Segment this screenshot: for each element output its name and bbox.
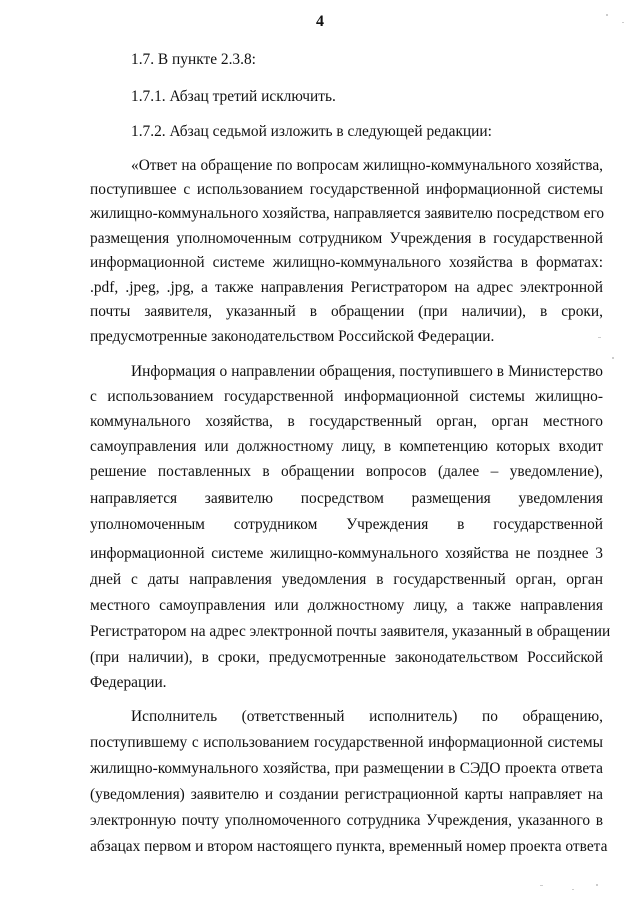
- paragraph-2-line-1: Информация о направлении обращения, поступившего в Министерство: [131, 363, 603, 380]
- paragraph-1-line-6: .pdf, .jpeg, .jpg, а также направления Регистратором на адрес электронной: [90, 279, 603, 296]
- clause-1-7-1: 1.7.1. Абзац третий исключить.: [131, 88, 336, 105]
- paragraph-3-line-1: Исполнитель (ответственный исполнитель) по обращению,: [131, 708, 603, 725]
- paragraph-2-line-10: местного самоуправления или должностному лицу, а также направления: [90, 597, 603, 614]
- paragraph-1-line-7: почты заявителя, указанный в обращении (при наличии), в сроки,: [90, 303, 603, 320]
- paragraph-1-line-3: жилищно-коммунального хозяйства, направляется заявителю посредством его: [90, 205, 605, 222]
- paragraph-2-line-11: Регистратором на адрес электронной почты заявителя, указанный в обращении: [90, 623, 611, 640]
- paragraph-2-line-8: информационной системе жилищно-коммунального хозяйства не позднее 3: [90, 545, 603, 562]
- paragraph-2-line-4: самоуправления или должностному лицу, в компетенцию которых входит: [90, 438, 603, 455]
- paragraph-1-line-5: информационной системе жилищно-коммунального хозяйства в форматах:: [90, 254, 603, 271]
- scan-speck: [598, 337, 601, 338]
- paragraph-3-line-3: жилищно-коммунального хозяйства, при размещении в СЭДО проекта ответа: [90, 760, 603, 777]
- scan-speck: [612, 357, 614, 359]
- scan-speck: [596, 884, 598, 886]
- paragraph-3-line-4: (уведомления) заявителю и создании регистрационной карты направляет на: [90, 786, 603, 803]
- paragraph-2-line-3: коммунального хозяйства, в государственный орган, орган местного: [90, 413, 603, 430]
- paragraph-3-line-2: поступившему с использованием государственной информационной системы: [90, 734, 603, 751]
- paragraph-2-line-12: (при наличии), в сроки, предусмотренные законодательством Российской: [90, 649, 603, 666]
- paragraph-2-line-13: Федерации.: [90, 674, 167, 691]
- paragraph-2-line-5: решение поставленных в обращении вопросов (далее – уведомление),: [90, 463, 603, 480]
- paragraph-2-line-9: дней с даты направления уведомления в государственный орган, орган: [90, 571, 603, 588]
- clause-1-7-2: 1.7.2. Абзац седьмой изложить в следующей редакции:: [131, 123, 492, 140]
- scan-speck: [572, 889, 574, 890]
- paragraph-3-line-6: абзацах первом и втором настоящего пункта, временный номер проекта ответа: [90, 838, 608, 855]
- paragraph-2-line-2: с использованием государственной информационной системы жилищно-: [90, 388, 603, 405]
- paragraph-1-line-4: размещения уполномоченным сотрудником Учреждения в государственной: [90, 230, 603, 247]
- scan-speck: [540, 885, 543, 886]
- clause-1-7: 1.7. В пункте 2.3.8:: [131, 51, 256, 68]
- paragraph-1-line-2: поступившее с использованием государственной информационной системы: [90, 181, 603, 198]
- paragraph-2-line-6: направляется заявителю посредством размещения уведомления: [90, 490, 603, 507]
- paragraph-3-line-5: электронную почту уполномоченного сотрудника Учреждения, указанного в: [90, 812, 603, 829]
- scan-speck: [606, 14, 608, 16]
- scan-speck: [622, 22, 624, 23]
- paragraph-2-line-7: уполномоченным сотрудником Учреждения в государственной: [90, 516, 603, 533]
- page-number: 4: [316, 13, 324, 30]
- paragraph-1-line-8: предусмотренные законодательством Российской Федерации.: [90, 328, 495, 345]
- paragraph-1-line-1: «Ответ на обращение по вопросам жилищно-коммунального хозяйства,: [131, 157, 603, 174]
